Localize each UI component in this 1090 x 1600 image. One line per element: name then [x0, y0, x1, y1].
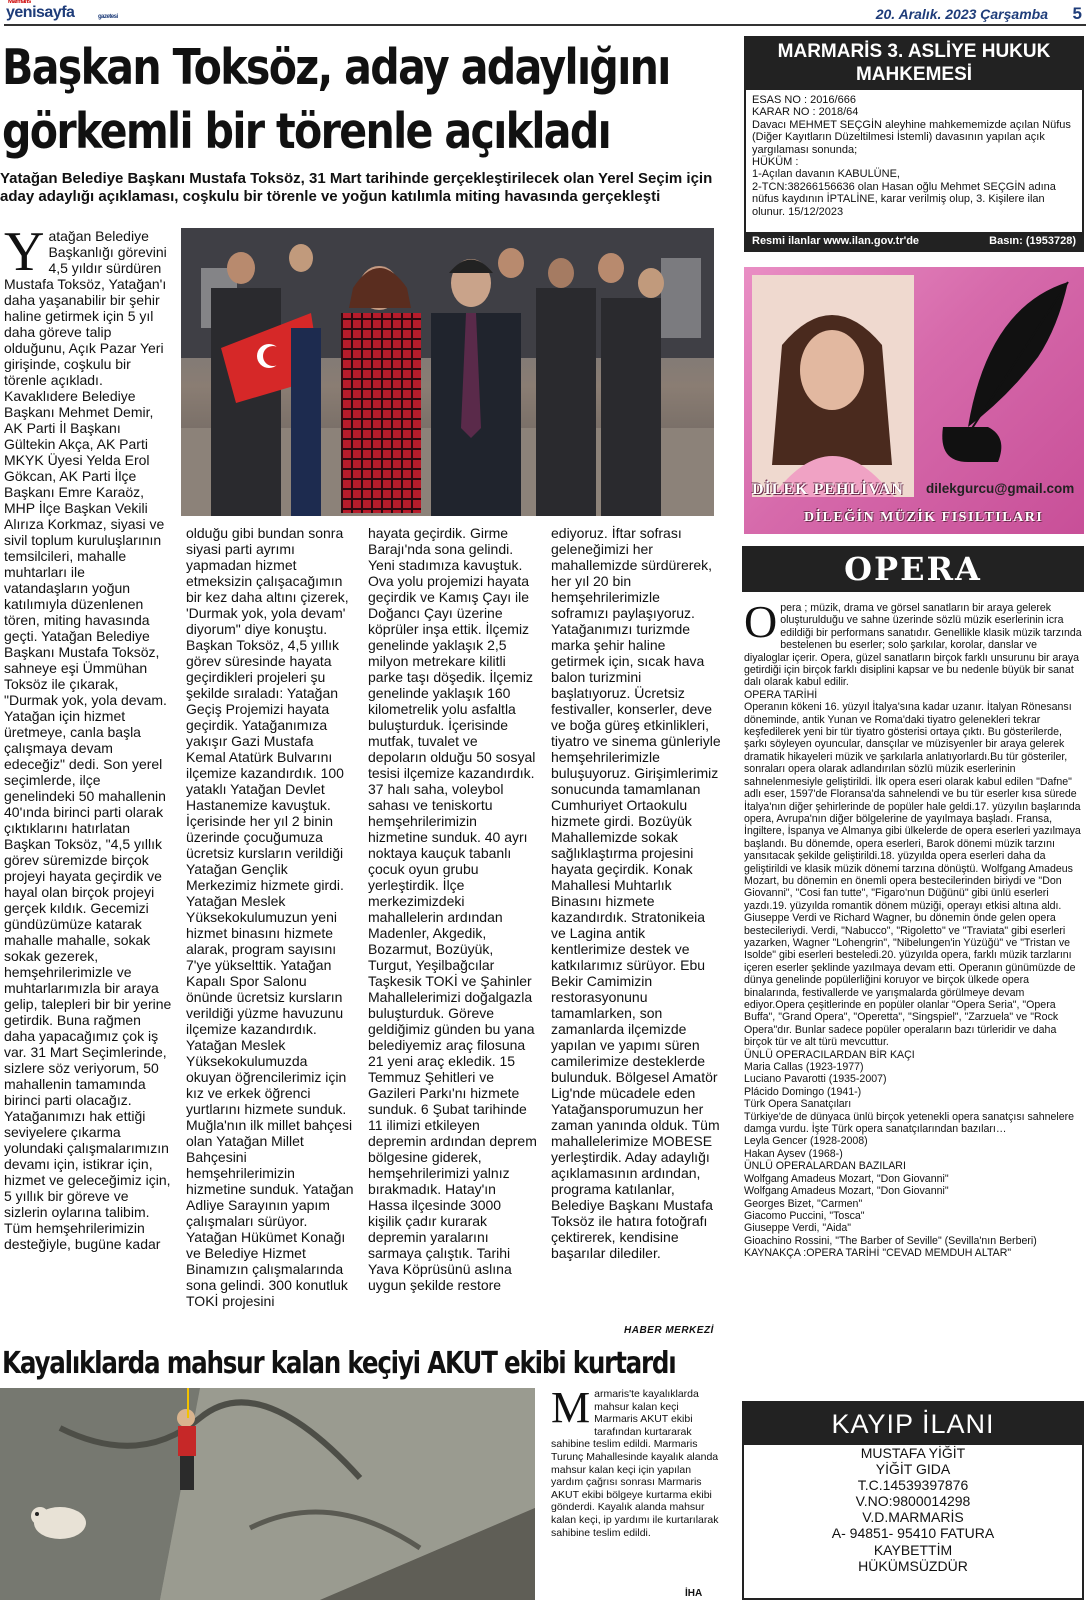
court-line: KARAR NO : 2018/64 — [752, 106, 859, 119]
court-line: 2-TCN:38266156636 olan Hasan oğlu Mehmet SEÇGİN adına nüfus kaydının İPTALİNE, karar verilmiş olup, 3. Kişilere ilan olunur. 15/12/2023 — [752, 180, 1056, 218]
lost-notice-line: HÜKÜMSÜZDÜR — [858, 1557, 968, 1574]
opera-paragraph: Operanın kökeni 16. yüzyıl İtalya'sına kadar uzanır. İtalyan Rönesansı döneminde, antik Yunan ve Roma'daki tiyatro gelenekleri tekrar keşfedilerek yeni bir tür tiyatro gösterisi ortaya çıktı. Bu gösterilerde, şarkı söyleyen oyuncular, dansçılar ve müzisyenler bir araya gelerek dramatik hikayeleri müzik ve şarkılarla anlatıyorlardı.Bu tür gösteriler, sonraları opera olarak adlandırılan sözlü müzik eserlerinin sahnelenmesiyle geliştirildi. İlk opera eseri olarak kabul edilen "Dafne" adlı eser, 1597'de Floransa'da sahnelendi ve bu tür eserler kısa sürede İtalya'nın diğer şehirlerinde de popüler hale geldi.17. yüzyılın başlarında opera, Avrupa'nın diğer bölgelerine de yayılmaya başladı. Fransa, İngiltere, İspanya ve Almanya gibi ülkelerde de opera eserleri yazılmaya başlandı. Bu dönemde, opera eserleri, Barok dönemi müzik tarzını yansıtacak şekilde geliştirildi.18. yüzyılda opera eserleri daha da geliştirildi ve klasik müzik dönemi tarzına dönüştü. Wolfgang Amadeus Mozart, bu dönemin en önemli opera bestecilerinden biriydi ve "Don Giovanni", "Cosi fan tutte", "Figaro'nun Düğünü" gibi ünlü eserleri yazdı.19. yüzyılda romantik dönem müziği, operayı etkisi altına aldı. Giuseppe Verdi ve Richard Wagner, bu dönemin önde gelen opera bestecileriydi. Verdi, "Nabucco", "Rigoletto" ve "Traviata" gibi eserleri yazarken, Wagner "Lohengrin", "Nibelungen'in Yüzüğü" ve "Tristan ve Isolde" gibi eserleri besteledi.20. yüzyılda opera, farklı müzik tarzlarını içeren eserler şeklinde yazılmaya devam etti. Operanın günümüzde de dünya genelinde popülerliğini koruyor ve birçok ülkede opera binalarında, festivallerde ve yarışmalarda görülmeye devam ediyor.Opera çeşitlerinde en popüler olanlar "Opera Seria", "Opera Buffa", "Grand Opera", "Operetta", "Singspiel", "Zarzuela" ve "Rock Opera"dır. Bunlar sadece popüler operaların bazı türleridir ve daha birçok tür ve alt türü mevcuttur. — [744, 701, 1081, 1049]
logo-text: yenisayfa — [6, 4, 75, 21]
opera-paragraph: ÜNLÜ OPERACILARDAN BİR KAÇI — [744, 1048, 915, 1061]
akut-dropcap: M — [551, 1383, 591, 1432]
lost-notice-line: T.C.14539397876 — [857, 1477, 969, 1494]
column-title: DİLEĞİN MÜZİK FISILTILARI — [804, 510, 1044, 525]
article-column-3: hayata geçirdik. Girme Barajı'nda sona gelindi. Yeni stadımıza kavuştuk. Ova yolu projemizi hayata geçirdik ve Kamış Çayı ile Doğancı Çayı üzerine köprüler inşa ettik. İlçemiz genelinde yaklaşık 2,5 milyon metrekare kilitli parke taşı döşedik. İlçemiz genelinde yaklaşık 160 kilometrelik yolu asfaltla buluşturduk. İçerisinde mutfak, tuvalet ve depoların olduğu 50 sosyal tesisi ilçemize kazandırdık. 37 halı saha, voleybol sahası ve teniskortu hemşehrilerimizin hizmetine sunduk. 40 ayrı noktaya kauçuk tabanlı çocuk oyun grubu yerleştirdik. İlçe merkezimizdeki mahallelerin ardından Madenler, Akgedik, Bozarmut, Bozüyük, Turgut, Yeşilbağcılar Taşkesik TOKİ ve Şahinler Mahallelerimizi doğalgazla buluşturduk. Göreve geldiğimiz günden bu yana belediyemiz araç filosuna 21 yeni araç ekledik. 15 Temmuz Şehitleri ve Gazileri Parkı'nı hizmete sunduk. 6 Şubat tarihinde 11 ilimizi etkileyen depremin ardından deprem bölgesine giderek, hemşehrilerimizi yalnız bırakmadık. Hatay'ın Hassa ilçesinde 3000 kişilik çadır kurarak depremin yaralarını sarmaya çalıştık. Tarihi Yava Köprüsünü aslına uygun şekilde restore — [368, 525, 537, 1293]
rescue-photo-illustration — [0, 1388, 535, 1600]
opera-paragraph: Wolfgang Amadeus Mozart, "Don Giovanni" — [744, 1185, 949, 1198]
lost-notice-line: KAYBETTİM — [873, 1541, 953, 1558]
author-photo — [752, 275, 914, 497]
author-email[interactable]: dilekgurcu@gmail.com — [926, 481, 1075, 496]
main-headline: Başkan Toksöz, aday adaylığını görkemli bir törenle açıkladı — [2, 39, 670, 160]
opera-heading: OPERA — [742, 546, 1084, 592]
opera-paragraph: Türkiye'de de dünyaca ünlü birçok yetenekli opera sanatçısı sahnelere damga vurdu. İşte Türk opera sanatçılarından bazıları… — [744, 1110, 1075, 1136]
opera-intro: pera ; müzik, drama ve görsel sanatların bir araya gelerek oluşturulduğu ve sahne üzerinde sözlü müzik eserlerinin icra edildiği bir performans sanatıdır. Genellikle klasik müzik tarzında bestelenen bu eserler; solo şarkılar, korolar, danslar ve diyaloglar içerir. Opera, güzel sanatların birçok farklı unsurunu bir araya getirdiği için birçok farklı disiplini kapsar ve bu nedenle büyük bir sanat dalı olarak kabul edilir. — [744, 602, 1082, 689]
issue-date: 20. Aralık. 2023 Çarşamba — [875, 6, 1048, 22]
opera-paragraph: Gioachino Rossini, "The Barber of Seville" (Sevilla'nın Berberi) — [744, 1234, 1037, 1247]
logo-city: Marmaris — [8, 0, 31, 5]
opera-paragraph: Türk Opera Sanatçıları — [744, 1098, 852, 1111]
court-title: MARMARİS 3. ASLİYE HUKUK MAHKEMESİ — [746, 38, 1082, 90]
opera-paragraph: Georges Bizet, "Carmen" — [744, 1197, 863, 1210]
opera-paragraph: Maria Callas (1923-1977) — [744, 1061, 864, 1074]
opera-paragraph: Giuseppe Verdi, "Aida" — [744, 1222, 852, 1235]
author-name: DİLEK PEHLİVAN — [752, 481, 904, 498]
court-body — [746, 90, 1082, 218]
newspaper-logo — [6, 0, 118, 22]
opera-paragraph: Plácido Domingo (1941-) — [744, 1085, 862, 1098]
opera-paragraph: OPERA TARİHİ — [744, 688, 818, 701]
opera-article — [744, 602, 1084, 1387]
lost-notice-line: MUSTAFA YİĞİT — [860, 1445, 966, 1461]
opera-paragraph: Wolfgang Amadeus Mozart, "Don Giovanni" — [744, 1172, 949, 1185]
opera-paragraph: Leyla Gencer (1928-2008) — [744, 1135, 868, 1148]
dropcap: Y — [4, 228, 45, 283]
akut-byline: İHA — [685, 1588, 703, 1599]
court-footer-right: Basın: (1953728) — [989, 235, 1076, 247]
opera-paragraph: Hakan Aysev (1968-) — [744, 1147, 843, 1160]
masthead — [4, 0, 1086, 26]
lost-notice-line: V.NO:9800014298 — [855, 1493, 971, 1510]
opera-dropcap: O — [744, 602, 778, 647]
court-line: 1-Açılan davanın KABULÜNE, — [752, 168, 900, 181]
court-footer-left: Resmi ilanlar www.ilan.gov.tr'de — [752, 235, 920, 247]
lost-notice-body — [744, 1445, 1082, 1574]
logo-tag: gazetesi — [98, 14, 118, 20]
akut-body: armaris'te kayalıklarda mahsur kalan keçi Marmaris AKUT ekibi tarafından kurtararak sahibine teslim edildi. Marmaris Turunç Mahallesinde kayalık alanda mahsur kalan keçi için yapılan yardım çağrısı sonrası Marmaris AKUT ekibi bölgeye kurtarma ekibi gönderdi. Kayalık alanda mahsur kalan keçi, ip yardımı ile kurtarılarak sahibine teslim edildi. — [551, 1388, 719, 1539]
akut-article-text — [551, 1383, 721, 1588]
akut-headline: Kayalıklarda mahsur kalan keçiyi AKUT ekibi kurtardı — [2, 1346, 676, 1381]
lost-notice-heading: KAYIP İLANI — [744, 1403, 1082, 1445]
article-text: atağan Belediye Başkanlığı görevini 4,5 yıldır sürdüren Mustafa Toksöz, Yatağan'ı daha yaşanabilir bir şehir haline getirmek için 5 yıl daha göreve talip olduğunu, Açık Pazar Yeri girişinde, coşkulu bir törenle açıkladı. Kavaklıdere Belediye Başkanı Mehmet Demir, AK Parti İl Başkanı Gültekin Akça, AK Parti MKYK Üyesi Yelda Erol Gökcan, AK Parti İlçe Başkanı Emre Karaöz, MHP İlçe Başkan Vekili Alırıza Korkmaz, siyasi ve sivil toplum kuruluşlarının temsilcileri, mahalle muhtarları ile vatandaşların yoğun katılımıyla düzenlenen tören, miting havasında geçti. Yatağan Belediye Başkanı Mustafa Toksöz, sahneye eşi Ümmühan Toksöz ile çıkarak, "Durmak yok, yola devam. Yatağan için hizmet üretmeye, canla başla çalışmaya devam edeceğiz" dedi. Son yerel seçimlerde, ilçe genelindeki 50 mahallenin 40'ında birinci parti olarak çıktıklarını hatırlatan Başkan Toksöz, "4,5 yıllık görev süremizde birçok projeyi hayata geçirdik ve hayal olan birçok projeyi gerçek kıldık. Gecemizi gündüzümüze katarak mahalle mahalle, sokak sokak gezerek, hemşehrilerimizle ve muhtarlarımızla bir araya gelip, talepleri bir bir yerine getirdik. Buna rağmen daha yapacağımız çok iş var. 31 Mart Seçimlerinde, sizlere söz veriyorum, 50 mahallenin tamamında birinci parti olacağız. Yatağanımızı hak ettiği seviyelere çıkarma yolundaki çalışmalarımızın devamı için, istikrar için, hizmet ve geleceğimiz için, 5 yıllık bir göreve ve sizlerin oylarına talibim. Tüm hemşehrilerimizin desteğiyle, bugüne kadar — [4, 228, 172, 1252]
lost-notice — [742, 1401, 1084, 1600]
article-byline: HABER MERKEZİ — [624, 1325, 714, 1336]
article-column-1 — [4, 228, 172, 1340]
article-column-2: olduğu gibi bundan sonra siyasi parti ayrımı yapmadan hizmet etmeksizin çalışacağımın bir kez daha altını çizerek, 'Durmak yok, yola devam' diyorum" diye konuştu. Başkan Toksöz, 4,5 yıllık görev süresinde hayata geçirdikleri projeleri şu şekilde sıraladı: Yatağan Geçiş Projemizi hayata geçirdik. Yatağanımıza yakışır Gazi Mustafa Kemal Atatürk Bulvarını ilçemize kazandırdık. 100 yataklı Yatağan Devlet Hastanemize kavuştuk. İçerisinde her yıl 2 binin üzerinde çocuğumuza ücretsiz kursların verildiği Yatağan Gençlik Merkezimiz hizmete girdi. Yatağan Meslek Yüksekokulumuzun yeni hizmet binasını hizmete alarak, program sayısını 7'ye yükselttik. Yatağan Kapalı Spor Salonu önünde ücretsiz kursların verildiği yüzme havuzunu ilçemize kazandırdık. Yatağan Meslek Yüksekokulumuzda okuyan öğrencilerimiz için kız ve erkek öğrenci yurtlarını hizmete sunduk. Muğla'nın ilk millet bahçesi olan Yatağan Millet Bahçesini hemşehrilerimizin hizmetine sunduk. Yatağan Adliye Sarayının yapım çalışmaları sürüyor. Yatağan Hükümet Konağı ve Belediye Hizmet Binamızın çalışmalarında sona gelindi. 300 konutluk TOKİ projesini — [186, 525, 354, 1309]
opera-paragraph: KAYNAKÇA :OPERA TARİHİ "CEVAD MEMDUH ALTAR" — [744, 1247, 1012, 1260]
opera-paragraphs — [744, 689, 1084, 1260]
rescue-photo — [0, 1388, 535, 1600]
main-subtitle: Yatağan Belediye Başkanı Mustafa Toksöz, 31 Mart tarihinde gerçekleştirilecek olan Yerel Seçim için aday adaylığı açıklaması, coşkulu bir törenle ve yoğun katılımla miting havasında gerçekleşti — [0, 170, 713, 205]
article-column-4: ediyoruz. İftar sofrası geleneğimizi her mahallemizde sürdürerek, her yıl 20 bin hemşehrilerimizle soframızı paylaşıyoruz. Yatağanımızı turizmde marka şehir haline getirmek için, sıcak hava balon turizmini başlatıyoruz. Ücretsiz festivaller, konserler, deve ve boğa güreş etkinlikleri, tiyatro ve sinema günleriyle hemşehrilerimizle buluşuyoruz. Girişimlerimiz sonucunda tamamlanan Cumhuriyet Ortaokulu hizmete girdi. Bozüyük Mahallemizde sokak sağlıklaştırma projesini hayata geçirdik. Konak Mahallesi Muhtarlık Binasını hizmete kazandırdık. Stratonikeia ve Lagina antik kentlerimize destek ve katkılarımız sürüyor. Ebu Bekir Camimizin restorasyonunu tamamlarken, son zamanlarda ilçemizde yapılan ve yapımı süren camilerimize desteklerde bulunduk. Bölgesel Amatör Lig'nde mücadele eden Yatağansporumuzun her zaman yanında olduk. Tüm mahallelerimize MOBESE yerleştirdik. Aday adaylığı açıklamasının ardından, programa katılanlar, Belediye Başkanı Mustafa Toksöz ile hatıra fotoğrafı çektirerek, kendisine başarılar dilediler. — [551, 525, 721, 1261]
court-line: HÜKÜM : — [752, 156, 799, 169]
feather-quill-icon — [928, 277, 1078, 467]
opera-paragraph: ÜNLÜ OPERALARDAN BAZILARI — [744, 1160, 906, 1173]
opera-paragraph: Luciano Pavarotti (1935-2007) — [744, 1073, 887, 1086]
lost-notice-line: A- 94851- 95410 FATURA — [831, 1525, 995, 1542]
campaign-photo — [181, 228, 714, 516]
opera-paragraph: Giacomo Puccini, "Tosca" — [744, 1209, 865, 1222]
lost-notice-line: YİĞİT GIDA — [875, 1461, 951, 1478]
page-number: 5 — [1072, 4, 1082, 23]
headline-wrapper — [2, 36, 722, 166]
court-line: ESAS NO : 2016/666 — [752, 94, 856, 106]
author-portrait — [752, 275, 914, 497]
column-banner — [744, 267, 1084, 534]
court-line: Davacı MEHMET SEÇGİN aleyhine mahkememizde açılan Nüfus (Diğer Kayıtların Düzeltilmesi İstemli) davasının yapılan açık yargılaması sonunda; — [752, 118, 1071, 156]
lost-notice-line: V.D.MARMARİS — [862, 1509, 964, 1526]
campaign-photo-illustration — [181, 228, 714, 516]
court-footer — [746, 232, 1082, 250]
court-notice — [744, 36, 1084, 252]
